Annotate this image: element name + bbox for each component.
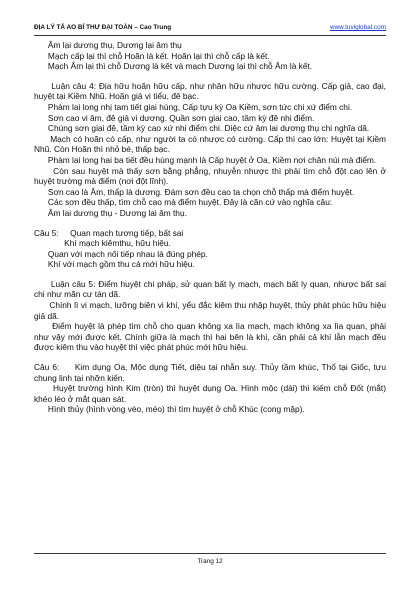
paragraph: Hình thủy (hình vòng vèo, méo) thì tìm huyệt ở chỗ Khúc (cong mặp). xyxy=(34,404,305,415)
paragraph: Mạch có hoãn có cấp, như người ta có nhược có cường. Cấp thì cao lớn: Huyệt tại Kiềm Nhũ. Còn Hoãn thì nhỏ bé, thấp bạc. xyxy=(34,133,389,155)
paragraph-gap xyxy=(34,219,386,228)
page-footer xyxy=(34,553,386,565)
paragraph: Câu 5: Quan mạch tương tiếp, bất sai xyxy=(34,227,184,238)
paragraph: Mạch cấp lại thì chỗ Hoãn là kết. Hoãn lại thì chỗ cấp là kết. xyxy=(34,50,270,61)
header-title: ĐỊA LÝ TẢ AO BÍ THƯ ĐẠI TOÀN – Cao Trung xyxy=(34,24,172,31)
paragraph: Luận câu 4: Địa hữu hoãn hữu cấp, như nhân hữu nhược hữu cường. Cấp giả, cao đại, huyệt tại Kiềm Nhũ. Hoãn giả vi tiểu, đê bạc. xyxy=(34,80,389,102)
header-url-link[interactable]: www.tuviglobal.com xyxy=(329,24,386,31)
paragraph: Mạch Âm lại thì chỗ Dương là kết và mạch Dương lại thì chỗ Âm là kết. xyxy=(34,61,313,72)
paragraph: Sơn cao là Âm, thấp là dương. Đám sơn đều cao ta chọn chỗ thấp mà điểm huyệt. xyxy=(34,186,355,197)
paragraph: Quan với mạch nối tiếp nhau là đúng phép. xyxy=(34,248,208,259)
paragraph: Khí với mạch gồm thu cả mới hữu hiệu. xyxy=(34,259,195,270)
paragraph-gap xyxy=(34,72,386,81)
footer-rule xyxy=(34,553,386,554)
paragraph: Luận câu 5: Điểm huyệt chi pháp, sử quan bất ly mạch, mạch bất ly quan, nhược bất sai chi như mãn cư tán dã. xyxy=(34,278,389,300)
paragraph-gap xyxy=(34,270,386,279)
paragraph-gap xyxy=(34,353,386,362)
header-rule xyxy=(34,35,386,36)
page-number: Trang 12 xyxy=(197,558,223,565)
paragraph: Các sơn đều thấp, tìm chỗ cao mà điểm huyệt. Đây là căn cứ vào nghĩa câu: xyxy=(34,197,333,208)
page-header xyxy=(34,22,386,36)
paragraph: Khí mạch kiêmthu, hữu hiệu. xyxy=(34,238,171,249)
paragraph: Phàm lai long nhị tam tiết giai hùng, Cấp tựu kỳ Oa Kiềm, sơn tức chi xứ điểm chi. xyxy=(34,101,353,112)
paragraph: Âm lại dương thụ, Dương lại âm thụ xyxy=(34,40,182,50)
paragraph: Câu 6: Kim dụng Oa, Mộc dụng Tiết, diệu tại nhẫn suy. Thủy tầm khúc, Thổ tại Giốc, tựu chung linh tại nhỡn kiến. xyxy=(34,362,389,383)
paragraph: Huyệt trường hình Kim (tròn) thì huyệt dụng Oa. Hình mộc (dài) thì kiếm chỗ Đốt (mắt) khéo léo ở mắt quan sát. xyxy=(34,383,389,404)
document-body xyxy=(34,40,389,545)
paragraph: Sơn cao vi âm, đê giả vi dương. Quần sơn giai cao, tầm kỳ đê nhi điểm. xyxy=(34,112,315,123)
paragraph: Còn sau huyệt mà thấy sơn bằng phẳng, nhuyễn nhược thì phải tìm chỗ đột cao lên ở huyệt trường mà điểm (nơi đột lĩnh). xyxy=(34,165,389,187)
paragraph: Âm lai dương thụ - Dương lai âm thụ. xyxy=(34,207,187,218)
paragraph: Điểm huyệt là phép tìm chỗ cho quan không xa lìa mạch, mạch không xa lìa quan, phải như vậy mới được kết. Chính giữa là mạch thì hai bên là khí, cần phải cả khí lẫn mạch đều được kiêm thu vào huyệt thì việc phát phúc mới hữu hiệu. xyxy=(34,321,389,353)
paragraph: Phàm lai long hai ba tiết đều hùng mạnh là Cấp huyệt ở Oa, Kiềm nơi chân núi mà điểm. xyxy=(34,154,377,165)
paragraph: Chính lì vi mạch, lưỡng biên vi khí, yểu đắc kiêm thu nhập huyệt, thủy phát phúc hữu hiệu giả dã. xyxy=(34,300,389,321)
paragraph: Chúng sơn giai đê, tầm kỳ cao xứ nhi điểm chi. Diệc cứ âm lai dương thụ chi nghĩa dã. xyxy=(34,123,370,134)
